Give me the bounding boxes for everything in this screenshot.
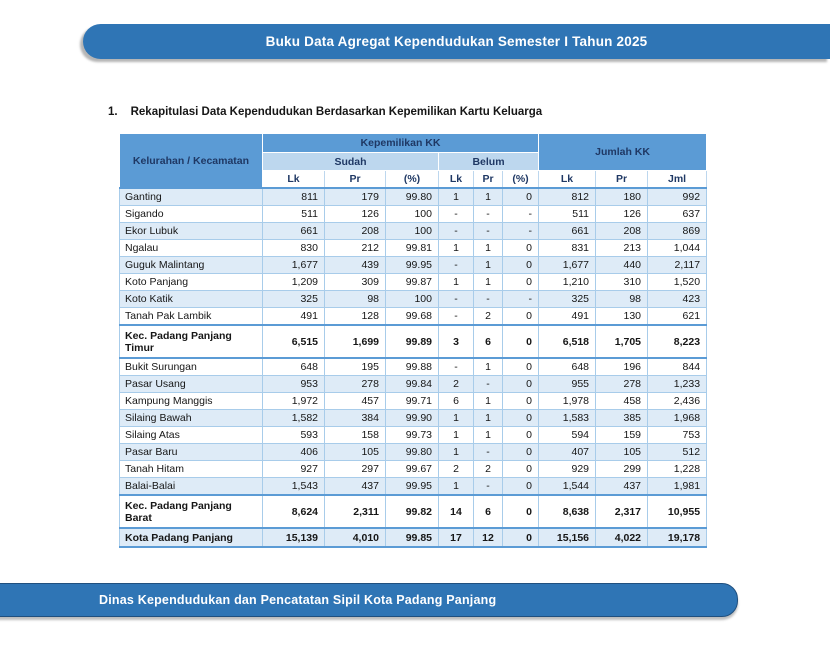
row-cell: 458 — [596, 393, 648, 410]
row-cell: 1,233 — [648, 376, 707, 393]
row-cell: 1,210 — [539, 274, 596, 291]
bottom-banner-title: Dinas Kependudukan dan Pencatatan Sipil Kota Padang Panjang — [99, 593, 497, 607]
row-cell: 648 — [539, 358, 596, 376]
kk-table — [119, 133, 707, 548]
row-cell: 1 — [439, 188, 474, 206]
row-cell: 299 — [596, 461, 648, 478]
row-cell: 99.89 — [386, 325, 439, 358]
header-col-pr-jumlah: Pr — [596, 171, 648, 189]
row-cell: 99.80 — [386, 444, 439, 461]
row-cell: 212 — [325, 240, 386, 257]
row-cell: 0 — [503, 393, 539, 410]
header-kepemilikan-kk: Kepemilikan KK — [263, 134, 539, 153]
row-cell: 437 — [325, 478, 386, 496]
row-cell: 126 — [596, 206, 648, 223]
row-cell: 621 — [648, 308, 707, 326]
row-cell: 158 — [325, 427, 386, 444]
row-cell: 0 — [503, 461, 539, 478]
row-cell: 10,955 — [648, 495, 707, 528]
row-cell: 325 — [539, 291, 596, 308]
row-cell: - — [503, 206, 539, 223]
row-cell: 1 — [474, 393, 503, 410]
row-cell: 1,544 — [539, 478, 596, 496]
row-cell: 297 — [325, 461, 386, 478]
table-row — [120, 528, 707, 547]
row-cell: 423 — [648, 291, 707, 308]
row-cell: 8,223 — [648, 325, 707, 358]
table-body — [120, 188, 707, 547]
row-cell: - — [503, 291, 539, 308]
row-cell: 1,968 — [648, 410, 707, 427]
row-cell: 1,677 — [263, 257, 325, 274]
row-cell: - — [439, 358, 474, 376]
row-cell: 661 — [263, 223, 325, 240]
header-sudah: Sudah — [263, 153, 439, 171]
table-row — [120, 376, 707, 393]
row-cell: 99.90 — [386, 410, 439, 427]
row-cell: 99.67 — [386, 461, 439, 478]
row-cell: 12 — [474, 528, 503, 547]
row-cell: 1,543 — [263, 478, 325, 496]
row-cell: 511 — [539, 206, 596, 223]
row-cell: 1,699 — [325, 325, 386, 358]
row-cell: 278 — [325, 376, 386, 393]
row-cell: 929 — [539, 461, 596, 478]
row-cell: 100 — [386, 291, 439, 308]
row-cell: 869 — [648, 223, 707, 240]
row-label: Ngalau — [120, 240, 263, 257]
row-cell: 1 — [474, 257, 503, 274]
row-cell: - — [474, 206, 503, 223]
row-label: Pasar Baru — [120, 444, 263, 461]
row-cell: 1 — [474, 274, 503, 291]
top-banner-title: Buku Data Agregat Kependudukan Semester I Tahun 2025 — [265, 34, 648, 49]
row-cell: 406 — [263, 444, 325, 461]
kk-table-wrapper — [119, 133, 707, 548]
table-row — [120, 495, 707, 528]
row-label: Kampung Manggis — [120, 393, 263, 410]
row-cell: 927 — [263, 461, 325, 478]
row-cell: 15,156 — [539, 528, 596, 547]
row-cell: 1,978 — [539, 393, 596, 410]
section-title: Rekapitulasi Data Kependudukan Berdasarkan Kepemilikan Kartu Keluarga — [130, 106, 543, 118]
row-cell: 648 — [263, 358, 325, 376]
header-col-pct-sudah: (%) — [386, 171, 439, 189]
table-row — [120, 240, 707, 257]
row-cell: 1,705 — [596, 325, 648, 358]
row-cell: 844 — [648, 358, 707, 376]
row-cell: 0 — [503, 478, 539, 496]
row-label: Bukit Surungan — [120, 358, 263, 376]
row-cell: 99.73 — [386, 427, 439, 444]
row-cell: 14 — [439, 495, 474, 528]
row-cell: 0 — [503, 376, 539, 393]
row-cell: 278 — [596, 376, 648, 393]
row-cell: 594 — [539, 427, 596, 444]
row-cell: 1 — [439, 274, 474, 291]
row-cell: 1,583 — [539, 410, 596, 427]
row-cell: 6,515 — [263, 325, 325, 358]
row-cell: 385 — [596, 410, 648, 427]
row-cell: 6 — [474, 495, 503, 528]
row-cell: 3 — [439, 325, 474, 358]
row-cell: - — [439, 223, 474, 240]
row-cell: 19,178 — [648, 528, 707, 547]
header-col-lk-jumlah: Lk — [539, 171, 596, 189]
row-cell: 6,518 — [539, 325, 596, 358]
row-cell: 325 — [263, 291, 325, 308]
row-cell: 407 — [539, 444, 596, 461]
row-cell: 812 — [539, 188, 596, 206]
row-cell: 2,436 — [648, 393, 707, 410]
row-cell: 593 — [263, 427, 325, 444]
row-cell: - — [474, 478, 503, 496]
table-row — [120, 206, 707, 223]
row-cell: 208 — [325, 223, 386, 240]
row-cell: - — [439, 291, 474, 308]
row-cell: 17 — [439, 528, 474, 547]
row-cell: 99.95 — [386, 478, 439, 496]
top-banner — [83, 24, 830, 59]
row-cell: 0 — [503, 444, 539, 461]
row-cell: 1 — [474, 358, 503, 376]
row-cell: 2 — [439, 461, 474, 478]
row-cell: 99.81 — [386, 240, 439, 257]
row-cell: 180 — [596, 188, 648, 206]
row-cell: 99.87 — [386, 274, 439, 291]
bottom-banner — [0, 583, 738, 617]
header-jumlah-kk: Jumlah KK — [539, 134, 707, 171]
row-label: Kec. Padang Panjang Barat — [120, 495, 263, 528]
row-label: Sigando — [120, 206, 263, 223]
row-label: Silaing Bawah — [120, 410, 263, 427]
row-cell: 1,972 — [263, 393, 325, 410]
row-cell: 99.95 — [386, 257, 439, 274]
row-cell: 105 — [596, 444, 648, 461]
table-row — [120, 478, 707, 496]
table-row — [120, 444, 707, 461]
row-cell: 0 — [503, 257, 539, 274]
row-cell: 0 — [503, 495, 539, 528]
row-cell: 992 — [648, 188, 707, 206]
row-cell: - — [503, 223, 539, 240]
row-cell: 1,228 — [648, 461, 707, 478]
row-cell: 830 — [263, 240, 325, 257]
header-kelurahan: Kelurahan / Kecamatan — [120, 134, 263, 189]
row-label: Tanah Pak Lambik — [120, 308, 263, 326]
header-col-pct-belum: (%) — [503, 171, 539, 189]
row-cell: - — [439, 257, 474, 274]
row-cell: 2 — [439, 376, 474, 393]
row-cell: 99.84 — [386, 376, 439, 393]
row-cell: 99.71 — [386, 393, 439, 410]
row-cell: 126 — [325, 206, 386, 223]
row-cell: 196 — [596, 358, 648, 376]
row-cell: 4,022 — [596, 528, 648, 547]
header-col-lk-belum: Lk — [439, 171, 474, 189]
row-cell: 0 — [503, 240, 539, 257]
row-cell: 831 — [539, 240, 596, 257]
table-row — [120, 410, 707, 427]
row-cell: 0 — [503, 528, 539, 547]
row-cell: 511 — [263, 206, 325, 223]
table-row — [120, 188, 707, 206]
row-label: Tanah Hitam — [120, 461, 263, 478]
row-cell: 100 — [386, 223, 439, 240]
row-cell: 437 — [596, 478, 648, 496]
row-cell: 4,010 — [325, 528, 386, 547]
row-cell: 1 — [474, 427, 503, 444]
table-row — [120, 325, 707, 358]
table-row — [120, 308, 707, 326]
row-cell: 0 — [503, 308, 539, 326]
row-cell: 1 — [439, 444, 474, 461]
row-cell: 1 — [439, 427, 474, 444]
row-cell: 2,117 — [648, 257, 707, 274]
row-cell: 753 — [648, 427, 707, 444]
row-cell: 1,044 — [648, 240, 707, 257]
row-cell: 1 — [439, 478, 474, 496]
row-cell: 384 — [325, 410, 386, 427]
row-cell: 439 — [325, 257, 386, 274]
table-row — [120, 257, 707, 274]
row-cell: 213 — [596, 240, 648, 257]
row-cell: 1,582 — [263, 410, 325, 427]
row-cell: 955 — [539, 376, 596, 393]
row-cell: 2,317 — [596, 495, 648, 528]
row-cell: 310 — [596, 274, 648, 291]
table-row — [120, 223, 707, 240]
row-cell: 208 — [596, 223, 648, 240]
row-cell: 128 — [325, 308, 386, 326]
row-cell: - — [439, 206, 474, 223]
row-cell: 637 — [648, 206, 707, 223]
row-cell: 1 — [474, 410, 503, 427]
row-cell: 98 — [596, 291, 648, 308]
row-cell: 1 — [474, 240, 503, 257]
row-cell: 811 — [263, 188, 325, 206]
table-row — [120, 274, 707, 291]
row-cell: 0 — [503, 188, 539, 206]
row-cell: 99.80 — [386, 188, 439, 206]
table-row — [120, 291, 707, 308]
row-cell: 99.85 — [386, 528, 439, 547]
row-label: Balai-Balai — [120, 478, 263, 496]
row-cell: 6 — [474, 325, 503, 358]
section-heading — [108, 106, 542, 118]
row-cell: 1,209 — [263, 274, 325, 291]
header-col-pr-belum: Pr — [474, 171, 503, 189]
row-cell: 195 — [325, 358, 386, 376]
header-col-pr-sudah: Pr — [325, 171, 386, 189]
row-cell: 2 — [474, 461, 503, 478]
row-label: Ekor Lubuk — [120, 223, 263, 240]
row-cell: 99.88 — [386, 358, 439, 376]
row-cell: 1 — [439, 410, 474, 427]
row-cell: 1 — [439, 240, 474, 257]
row-cell: 457 — [325, 393, 386, 410]
row-cell: 15,139 — [263, 528, 325, 547]
table-row — [120, 358, 707, 376]
row-cell: 99.68 — [386, 308, 439, 326]
row-cell: 159 — [596, 427, 648, 444]
row-cell: 0 — [503, 427, 539, 444]
row-cell: 2,311 — [325, 495, 386, 528]
row-label: Silaing Atas — [120, 427, 263, 444]
row-label: Koto Katik — [120, 291, 263, 308]
row-cell: 512 — [648, 444, 707, 461]
row-cell: 0 — [503, 358, 539, 376]
row-cell: 491 — [539, 308, 596, 326]
row-cell: 1,520 — [648, 274, 707, 291]
row-cell: 1,981 — [648, 478, 707, 496]
row-cell: 6 — [439, 393, 474, 410]
section-number: 1. — [108, 106, 118, 118]
row-cell: 0 — [503, 410, 539, 427]
row-cell: 105 — [325, 444, 386, 461]
row-label: Pasar Usang — [120, 376, 263, 393]
row-cell: 309 — [325, 274, 386, 291]
row-cell: 130 — [596, 308, 648, 326]
row-cell: 8,638 — [539, 495, 596, 528]
table-row — [120, 427, 707, 444]
table-row — [120, 393, 707, 410]
table-header — [120, 134, 707, 189]
row-cell: - — [439, 308, 474, 326]
header-col-jml: Jml — [648, 171, 707, 189]
row-cell: - — [474, 291, 503, 308]
row-label: Koto Panjang — [120, 274, 263, 291]
header-col-lk-sudah: Lk — [263, 171, 325, 189]
row-cell: 661 — [539, 223, 596, 240]
row-label: Ganting — [120, 188, 263, 206]
row-cell: 1 — [474, 188, 503, 206]
row-cell: - — [474, 223, 503, 240]
row-cell: 1,677 — [539, 257, 596, 274]
row-cell: 100 — [386, 206, 439, 223]
row-cell: 179 — [325, 188, 386, 206]
table-row — [120, 461, 707, 478]
row-cell: - — [474, 376, 503, 393]
row-cell: 953 — [263, 376, 325, 393]
row-cell: 491 — [263, 308, 325, 326]
row-cell: 2 — [474, 308, 503, 326]
row-cell: 98 — [325, 291, 386, 308]
row-label: Kota Padang Panjang — [120, 528, 263, 547]
row-cell: - — [474, 444, 503, 461]
row-cell: 0 — [503, 274, 539, 291]
row-label: Kec. Padang Panjang Timur — [120, 325, 263, 358]
row-cell: 99.82 — [386, 495, 439, 528]
row-cell: 0 — [503, 325, 539, 358]
header-belum: Belum — [439, 153, 539, 171]
row-label: Guguk Malintang — [120, 257, 263, 274]
row-cell: 8,624 — [263, 495, 325, 528]
row-cell: 440 — [596, 257, 648, 274]
